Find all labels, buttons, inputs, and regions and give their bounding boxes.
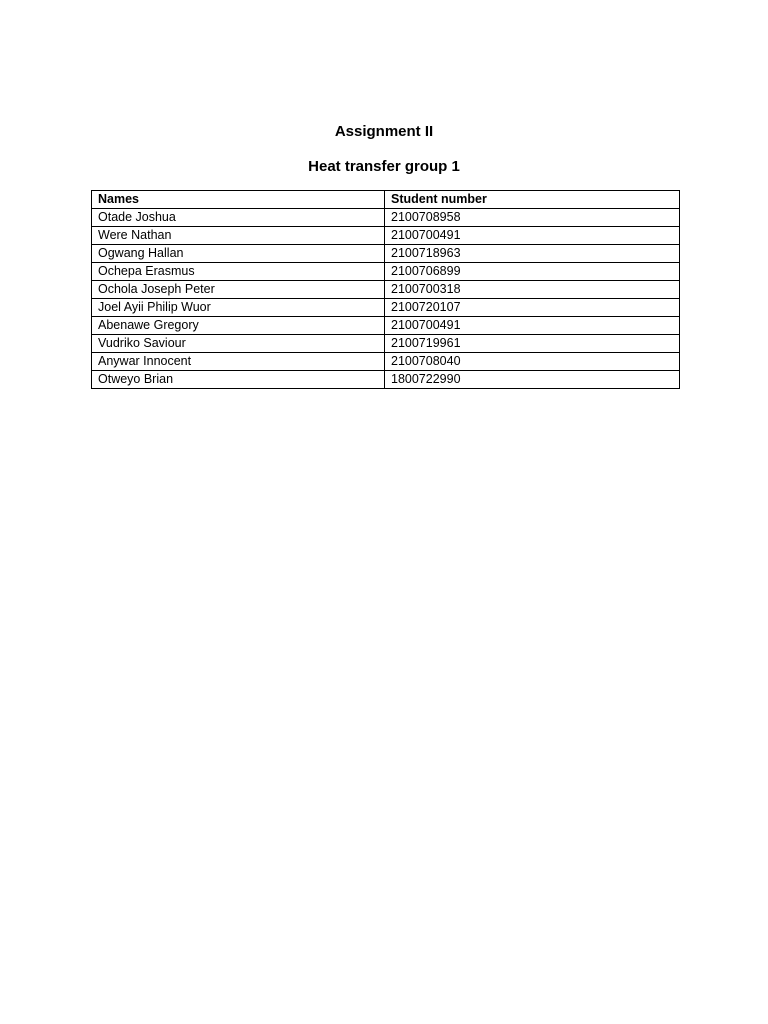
student-number: 2100708040 [385, 353, 680, 371]
student-name: Ogwang Hallan [92, 245, 385, 263]
student-number: 2100718963 [385, 245, 680, 263]
student-number: 1800722990 [385, 371, 680, 389]
student-name: Otweyo Brian [92, 371, 385, 389]
student-table [91, 190, 680, 389]
student-number: 2100700491 [385, 317, 680, 335]
table-row [92, 263, 680, 281]
student-name: Otade Joshua [92, 209, 385, 227]
document-subtitle: Heat transfer group 1 [308, 158, 460, 175]
student-name: Vudriko Saviour [92, 335, 385, 353]
student-name: Anywar Innocent [92, 353, 385, 371]
student-number: 2100720107 [385, 299, 680, 317]
student-number: 2100706899 [385, 263, 680, 281]
student-name: Ochepa Erasmus [92, 263, 385, 281]
table-row [92, 317, 680, 335]
table-row [92, 353, 680, 371]
table-row [92, 281, 680, 299]
table-row [92, 335, 680, 353]
header-names: Names [92, 191, 385, 209]
table-row [92, 227, 680, 245]
student-name: Abenawe Gregory [92, 317, 385, 335]
student-number: 2100708958 [385, 209, 680, 227]
student-number: 2100700491 [385, 227, 680, 245]
student-number: 2100719961 [385, 335, 680, 353]
student-name: Ochola Joseph Peter [92, 281, 385, 299]
student-name: Joel Ayii Philip Wuor [92, 299, 385, 317]
student-number: 2100700318 [385, 281, 680, 299]
header-student-number: Student number [385, 191, 680, 209]
student-name: Were Nathan [92, 227, 385, 245]
document-title: Assignment II [334, 123, 434, 140]
table-header-row [92, 191, 680, 209]
table-row [92, 371, 680, 389]
table-row [92, 299, 680, 317]
table-row [92, 245, 680, 263]
table-row [92, 209, 680, 227]
